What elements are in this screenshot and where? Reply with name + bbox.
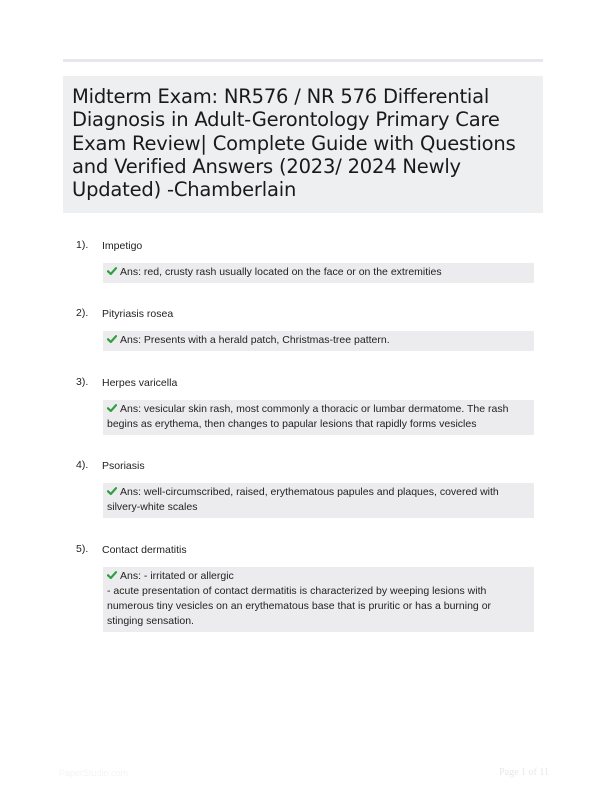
answer-line-2: - acute presentation of contact dermatitis is characterized by weeping lesions with numerous tiny vesicles on an erythematous base that is pruritic or has a burning or stinging sensation. bbox=[107, 585, 492, 627]
check-icon bbox=[107, 334, 117, 344]
check-icon bbox=[107, 403, 117, 413]
question-text: Psoriasis bbox=[102, 460, 145, 472]
title-box bbox=[63, 76, 543, 213]
answer-text: Ans: well-circumscribed, raised, erythematous papules and plaques, covered with silvery-white scales bbox=[107, 486, 499, 513]
check-icon bbox=[107, 570, 117, 580]
question-number: 5). bbox=[76, 543, 89, 555]
answer-text: Ans: - irritated or allergic bbox=[120, 570, 234, 582]
question-number: 2). bbox=[76, 307, 89, 319]
answer-line-1 bbox=[107, 569, 528, 584]
check-icon bbox=[107, 486, 117, 496]
answer-box bbox=[103, 483, 534, 518]
answer-text: Ans: Presents with a herald patch, Christmas-tree pattern. bbox=[120, 334, 390, 346]
question-text: Herpes varicella bbox=[102, 377, 178, 389]
question-text: Pityriasis rosea bbox=[102, 308, 174, 320]
document-title: Midterm Exam: NR576 / NR 576 Differential Diagnosis in Adult-Gerontology Primary Care Exam Review| Complete Guide with Questions and Verified Answers (2023/ 2024 Newly Updated) -Chamberlain bbox=[72, 85, 516, 202]
answer-box bbox=[103, 263, 534, 283]
question-text: Contact dermatitis bbox=[102, 544, 187, 556]
answer-box bbox=[103, 400, 534, 435]
footer-page-number: Page 1 of 11 bbox=[499, 767, 549, 778]
question-text: Impetigo bbox=[102, 240, 143, 252]
question-number: 1). bbox=[76, 239, 89, 251]
answer-box bbox=[103, 567, 534, 632]
answer-text: Ans: red, crusty rash usually located on the face or on the extremities bbox=[120, 266, 442, 278]
footer-site: PaperStudio.com bbox=[59, 768, 129, 778]
answer-text: Ans: vesicular skin rash, most commonly a thoracic or lumbar dermatome. The rash begins as erythema, then changes to papular lesions that rapidly forms vesicles bbox=[107, 403, 509, 430]
question-number: 4). bbox=[76, 459, 89, 471]
top-divider bbox=[63, 59, 543, 62]
answer-box bbox=[103, 331, 534, 351]
check-icon bbox=[107, 266, 117, 276]
question-number: 3). bbox=[76, 376, 89, 388]
